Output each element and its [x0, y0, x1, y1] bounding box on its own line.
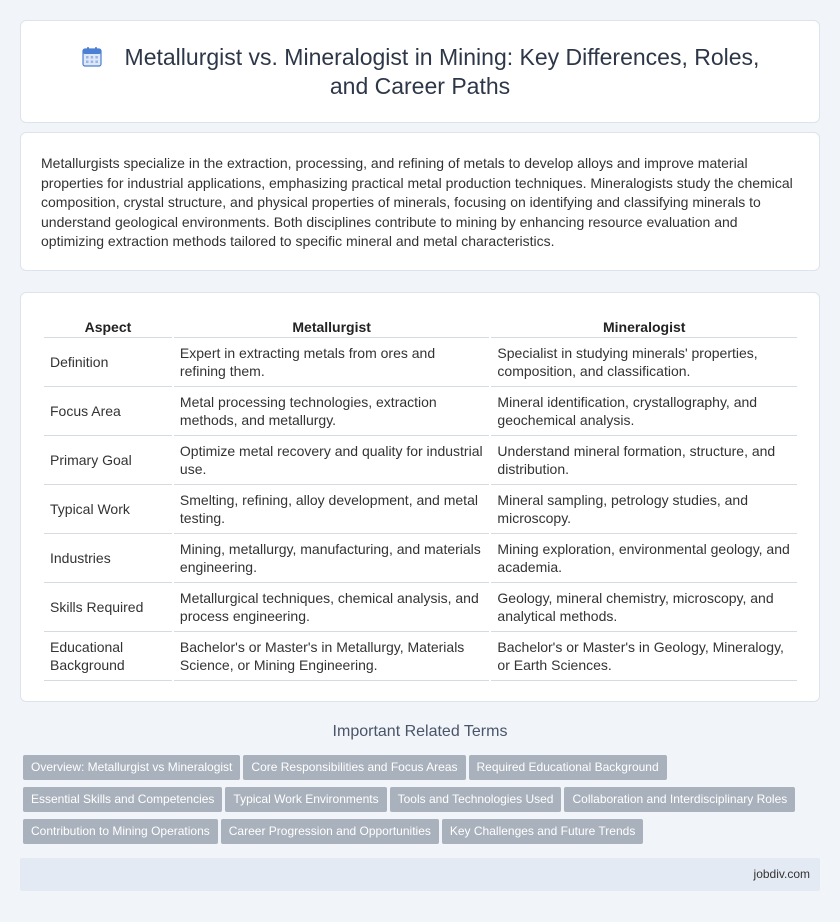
intro-card — [20, 132, 820, 271]
footer — [20, 858, 820, 891]
comparison-table — [42, 316, 799, 681]
tag-row — [23, 787, 823, 819]
related-tag[interactable]: Overview: Metallurgist vs Mineralogist — [23, 755, 240, 780]
header-metallurgist: Metallurgist — [174, 316, 490, 338]
tag-row — [23, 755, 823, 787]
metallurgist-cell: Metal processing technologies, extraction methods, and metallurgy. — [174, 387, 490, 436]
table-row — [44, 485, 797, 534]
metallurgist-cell: Expert in extracting metals from ores and refining them. — [174, 338, 490, 387]
related-tag[interactable]: Core Responsibilities and Focus Areas — [243, 755, 465, 780]
aspect-cell: Primary Goal — [44, 436, 172, 485]
table-row — [44, 632, 797, 681]
related-tag[interactable]: Career Progression and Opportunities — [221, 819, 439, 844]
calendar-icon — [81, 46, 103, 68]
page-title-wrap — [21, 43, 819, 101]
aspect-cell: Typical Work — [44, 485, 172, 534]
related-tag[interactable]: Required Educational Background — [469, 755, 667, 780]
mineralogist-cell: Mining exploration, environmental geology, and academia. — [491, 534, 797, 583]
table-row — [44, 534, 797, 583]
mineralogist-cell: Mineral sampling, petrology studies, and microscopy. — [491, 485, 797, 534]
related-terms-title: Important Related Terms — [332, 723, 508, 740]
table-row — [44, 583, 797, 632]
table-row — [44, 387, 797, 436]
related-tag[interactable]: Collaboration and Interdisciplinary Roles — [564, 787, 795, 812]
header-mineralogist: Mineralogist — [491, 316, 797, 338]
table-row — [44, 338, 797, 387]
header-card — [20, 20, 820, 123]
related-tag[interactable]: Tools and Technologies Used — [390, 787, 562, 812]
metallurgist-cell: Smelting, refining, alloy development, and metal testing. — [174, 485, 490, 534]
related-tag[interactable]: Typical Work Environments — [225, 787, 386, 812]
metallurgist-cell: Metallurgical techniques, chemical analysis, and process engineering. — [174, 583, 490, 632]
related-tag[interactable]: Essential Skills and Competencies — [23, 787, 222, 812]
mineralogist-cell: Bachelor's or Master's in Geology, Mineralogy, or Earth Sciences. — [491, 632, 797, 681]
aspect-cell: Skills Required — [44, 583, 172, 632]
metallurgist-cell: Bachelor's or Master's in Metallurgy, Materials Science, or Mining Engineering. — [174, 632, 490, 681]
table-row — [44, 436, 797, 485]
table-header-row — [44, 316, 797, 338]
metallurgist-cell: Mining, metallurgy, manufacturing, and materials engineering. — [174, 534, 490, 583]
aspect-cell: Focus Area — [44, 387, 172, 436]
metallurgist-cell: Optimize metal recovery and quality for industrial use. — [174, 436, 490, 485]
aspect-cell: Educational Background — [44, 632, 172, 681]
page-title: Metallurgist vs. Mineralogist in Mining: Key Differences, Roles, and Career Paths — [124, 44, 760, 99]
related-tags — [23, 755, 823, 851]
related-tag[interactable]: Key Challenges and Future Trends — [442, 819, 643, 844]
aspect-cell: Industries — [44, 534, 172, 583]
related-tag[interactable]: Contribution to Mining Operations — [23, 819, 218, 844]
aspect-cell: Definition — [44, 338, 172, 387]
header-aspect: Aspect — [44, 316, 172, 338]
comparison-card — [20, 292, 820, 702]
mineralogist-cell: Geology, mineral chemistry, microscopy, and analytical methods. — [491, 583, 797, 632]
tag-row — [23, 819, 823, 851]
mineralogist-cell: Understand mineral formation, structure, and distribution. — [491, 436, 797, 485]
intro-text: Metallurgists specialize in the extraction, processing, and refining of metals to develop alloys and improve material properties for industrial applications, emphasizing practical metal production techniques. Mineralogists study the chemical composition, crystal structure, and physical properties of minerals, focusing on identifying and classifying minerals to understand geological environments. Both disciplines contribute to mining by enhancing resource evaluation and optimizing extraction methods tailored to specific mineral and metal characteristics. — [41, 155, 793, 249]
mineralogist-cell: Mineral identification, crystallography, and geochemical analysis. — [491, 387, 797, 436]
mineralogist-cell: Specialist in studying minerals' properties, composition, and classification. — [491, 338, 797, 387]
footer-site-link[interactable]: jobdiv.com — [753, 867, 810, 881]
